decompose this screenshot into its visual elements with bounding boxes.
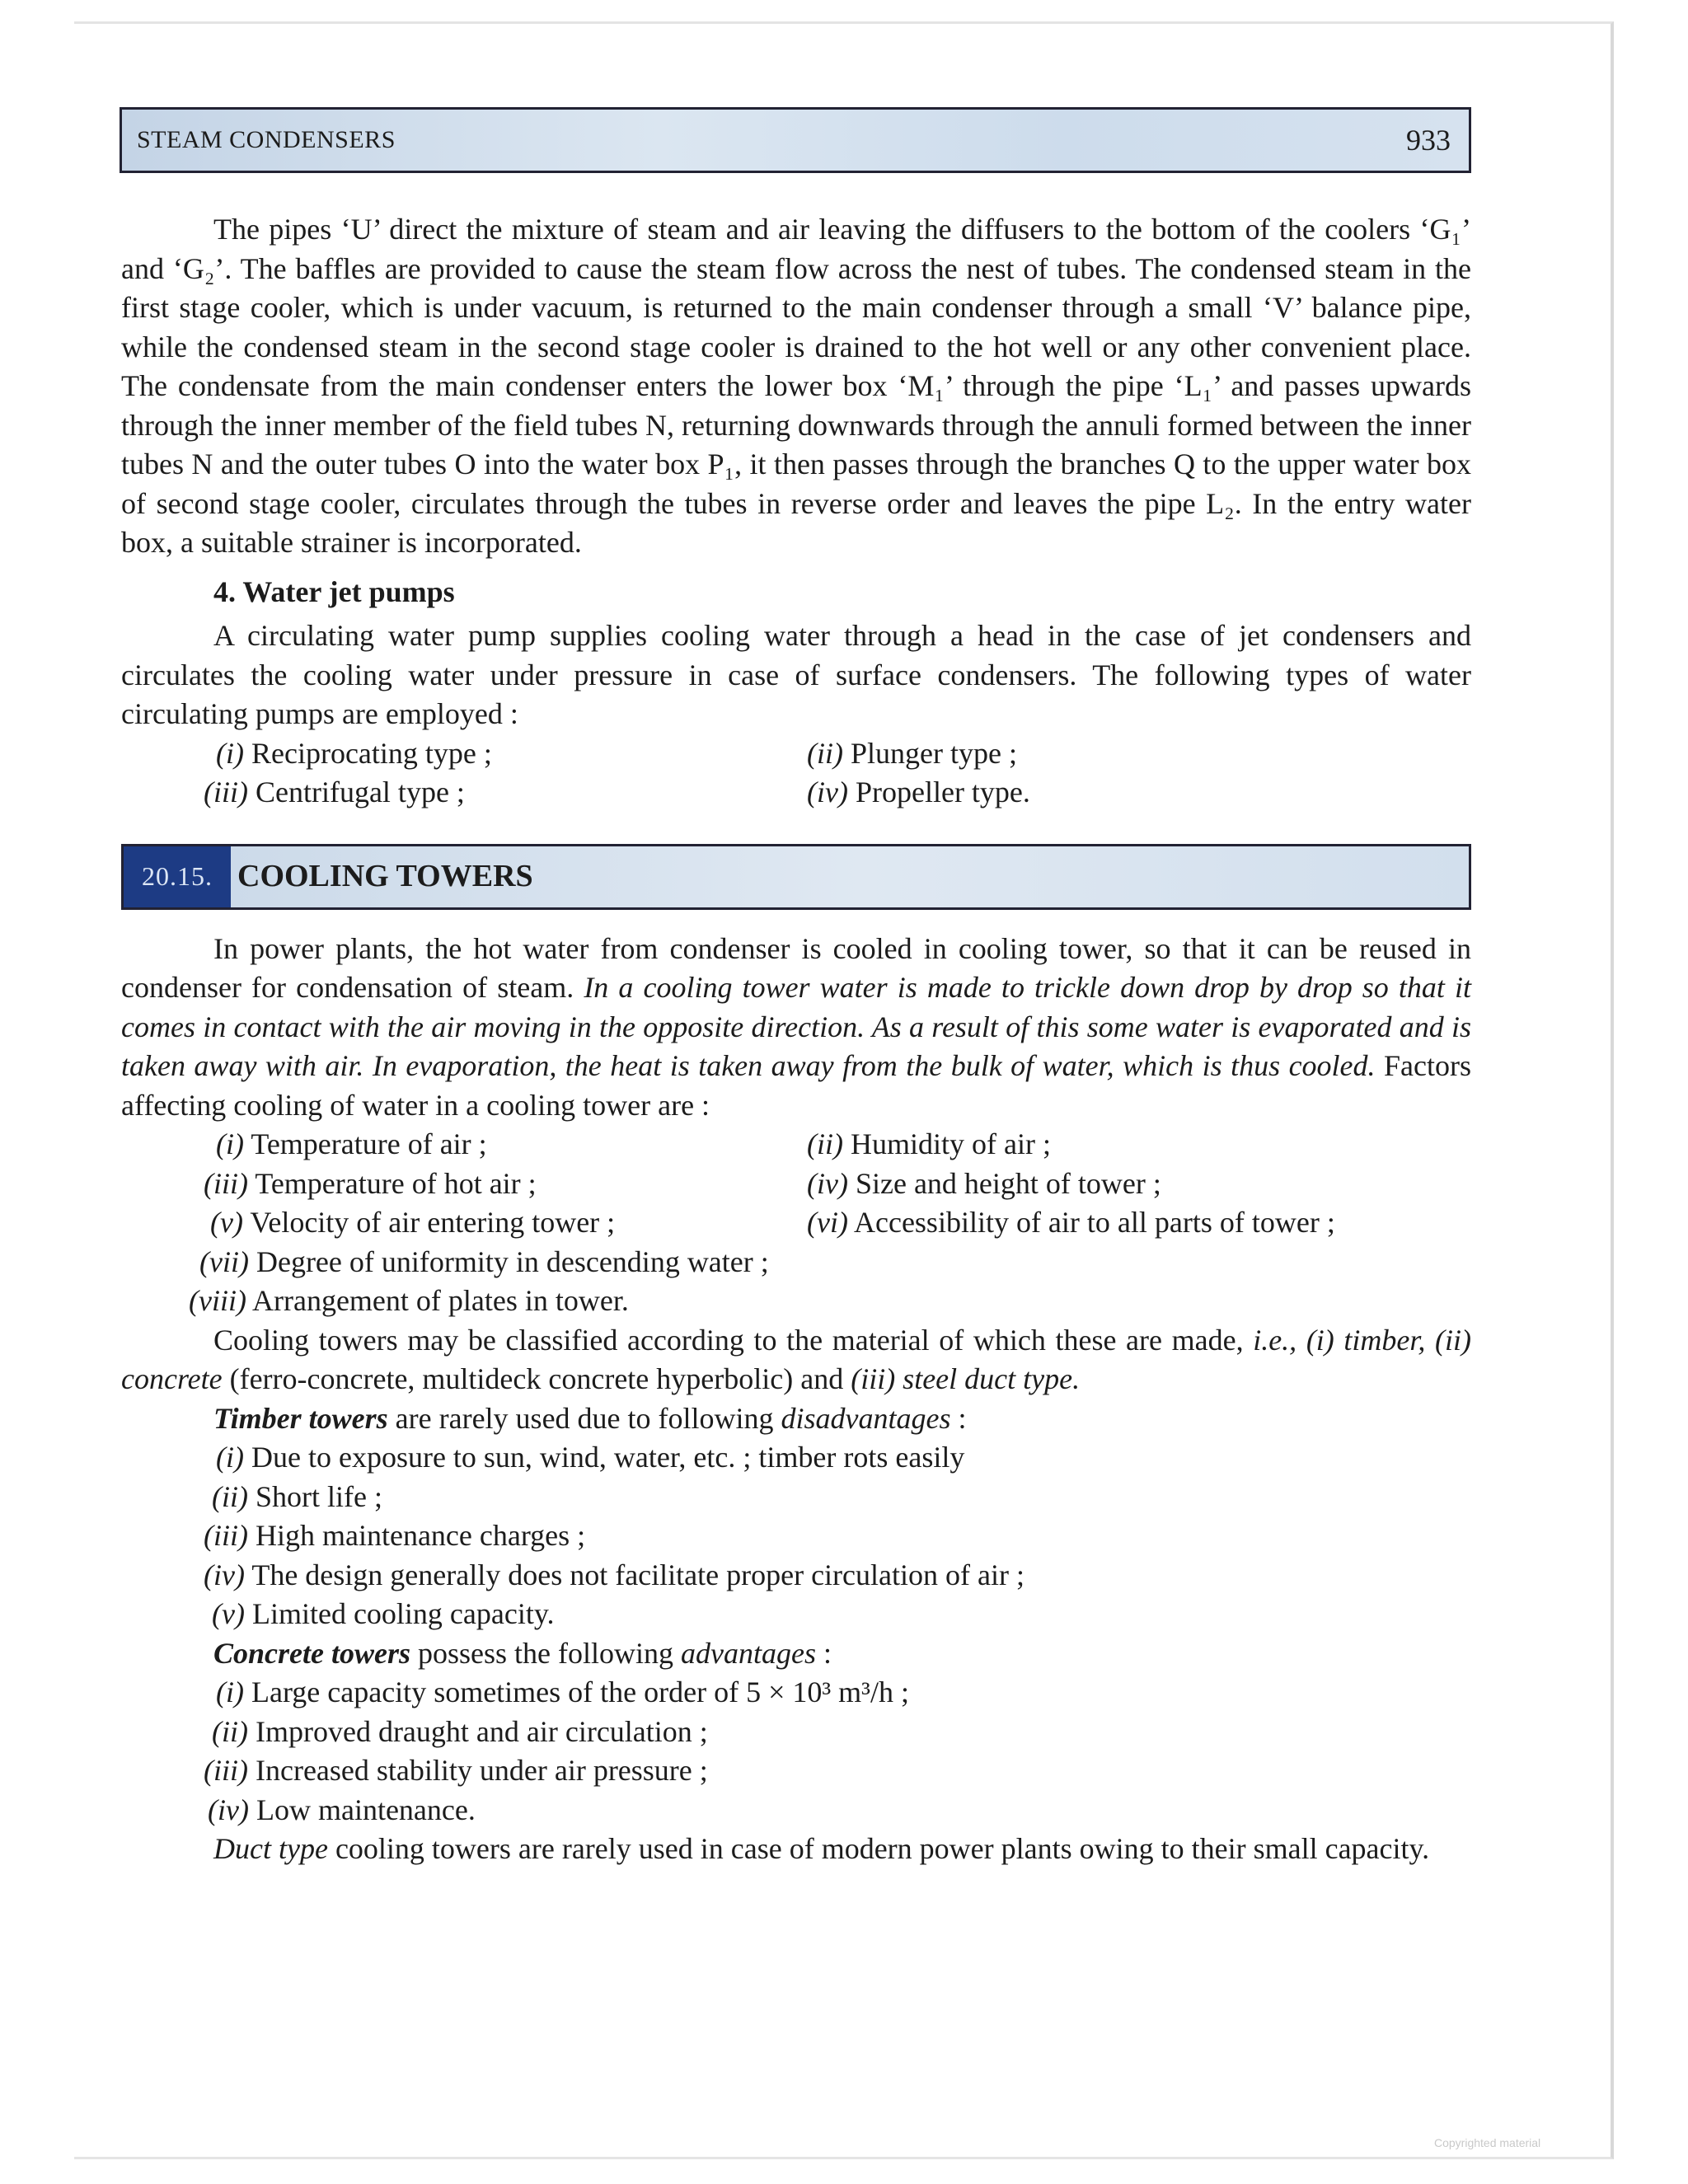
list-item: (iii) Temperature of hot air ; bbox=[204, 1166, 537, 1200]
factors-list bbox=[121, 1125, 1471, 1243]
page-content bbox=[121, 210, 1471, 1869]
list-item: (iii) Increased stability under air pressure ; bbox=[204, 1754, 708, 1787]
pumps-paragraph: A circulating water pump supplies cooling water through a head in the case of jet condensers and circulates the cooling water under pressure in case of surface condensers. The following types of water circulating pumps are employed : bbox=[121, 619, 1471, 730]
section-number: 20.15. bbox=[124, 846, 231, 907]
list-item: (vii) Degree of uniformity in descending water ; bbox=[199, 1244, 769, 1278]
classification-paragraph: Cooling towers may be classified according to the material of which these are made, i.e., (i) timber, (ii) concrete (ferro-concrete, multideck concrete hyperbolic) and (iii) steel duct type. bbox=[121, 1323, 1472, 1395]
section-heading bbox=[121, 844, 1471, 910]
list-item: (v) Velocity of air entering tower ; bbox=[210, 1206, 616, 1239]
running-head: STEAM CONDENSERS bbox=[137, 126, 396, 153]
list-item: (ii) Short life ; bbox=[212, 1479, 382, 1513]
pumps-heading-title: Water jet pumps bbox=[242, 574, 455, 608]
list-item: (v) Limited cooling capacity. bbox=[212, 1597, 555, 1630]
list-item: (iv) Propeller type. bbox=[807, 776, 1030, 808]
pump-types-list bbox=[121, 734, 1471, 813]
timber-paragraph: Timber towers are rarely used due to following disadvantages : bbox=[213, 1401, 967, 1435]
list-item: (iii) Centrifugal type ; bbox=[204, 776, 465, 808]
intro-paragraph: The pipes ‘U’ direct the mixture of steam and air leaving the diffusers to the bottom of the coolers ‘G₁’ and ‘G₂’. The baffles are provided to cause the steam flow across the nest of tubes. The condensed steam in the first stage cooler, which is under vacuum, is returned to the main condenser through a small ‘V’ balance pipe, while the condensed steam in the second stage cooler is drained to the hot well or any other convenient place. The condensate from the main condenser enters the lower box ‘M₁’ through the pipe ‘L₁’ and passes upwards through the inner member of the field tubes N, returning downwards through the annuli formed between the inner tubes N and the outer tubes O into the water box P₁, it then passes through the branches Q to the upper water box of second stage cooler, circulates through the tubes in reverse order and leaves the pipe L₂. In the entry water box, a suitable strainer is incorporated. bbox=[121, 213, 1471, 559]
list-item: (ii) Humidity of air ; bbox=[807, 1127, 1051, 1160]
list-item: (i) Large capacity sometimes of the order of 5 × 10³ m³/h ; bbox=[216, 1675, 909, 1708]
list-item: (i) Temperature of air ; bbox=[216, 1127, 487, 1160]
list-item: (i) Reciprocating type ; bbox=[216, 736, 492, 770]
list-item: (i) Due to exposure to sun, wind, water, etc. ; timber rots easily bbox=[216, 1441, 965, 1474]
list-item: (iv) The design generally does not facilitate proper circulation of air ; bbox=[204, 1558, 1025, 1591]
list-item: (ii) Improved draught and air circulation ; bbox=[212, 1714, 708, 1748]
concrete-paragraph: Concrete towers possess the following advantages : bbox=[213, 1636, 832, 1670]
factors-list-cont bbox=[121, 1243, 1471, 1321]
list-item: (iv) Size and height of tower ; bbox=[807, 1166, 1161, 1200]
list-item: (vi) Accessibility of air to all parts of tower ; bbox=[807, 1206, 1335, 1239]
list-item: (iv) Low maintenance. bbox=[208, 1793, 476, 1826]
list-item: (ii) Plunger type ; bbox=[807, 736, 1017, 770]
page-number: 933 bbox=[1406, 124, 1451, 157]
cooling-paragraph: In power plants, the hot water from condenser is cooled in cooling tower, so that it can be reused in condenser for condensation of steam. In a cooling tower water is made to trickle down drop by drop so that it comes in contact with the air moving in the opposite direction. As a result of this some water is evaporated and is taken away with air. In evaporation, the heat is taken away from the bulk of water, which is thus cooled. Factors affecting cooling of water in a cooling tower are : bbox=[121, 931, 1472, 1122]
concrete-list bbox=[121, 1673, 1471, 1830]
running-header bbox=[120, 107, 1471, 173]
list-item: (iii) High maintenance charges ; bbox=[204, 1519, 586, 1552]
duct-paragraph: Duct type cooling towers are rarely used in case of modern power plants owing to their small capacity. bbox=[213, 1832, 1430, 1865]
copyright-watermark: Copyrighted material bbox=[1434, 2136, 1541, 2149]
pumps-heading bbox=[121, 573, 1471, 612]
list-item: (viii) Arrangement of plates in tower. bbox=[189, 1284, 629, 1317]
timber-list bbox=[121, 1438, 1471, 1634]
section-title: COOLING TOWERS bbox=[237, 858, 533, 893]
pumps-heading-number: 4. bbox=[213, 574, 236, 608]
